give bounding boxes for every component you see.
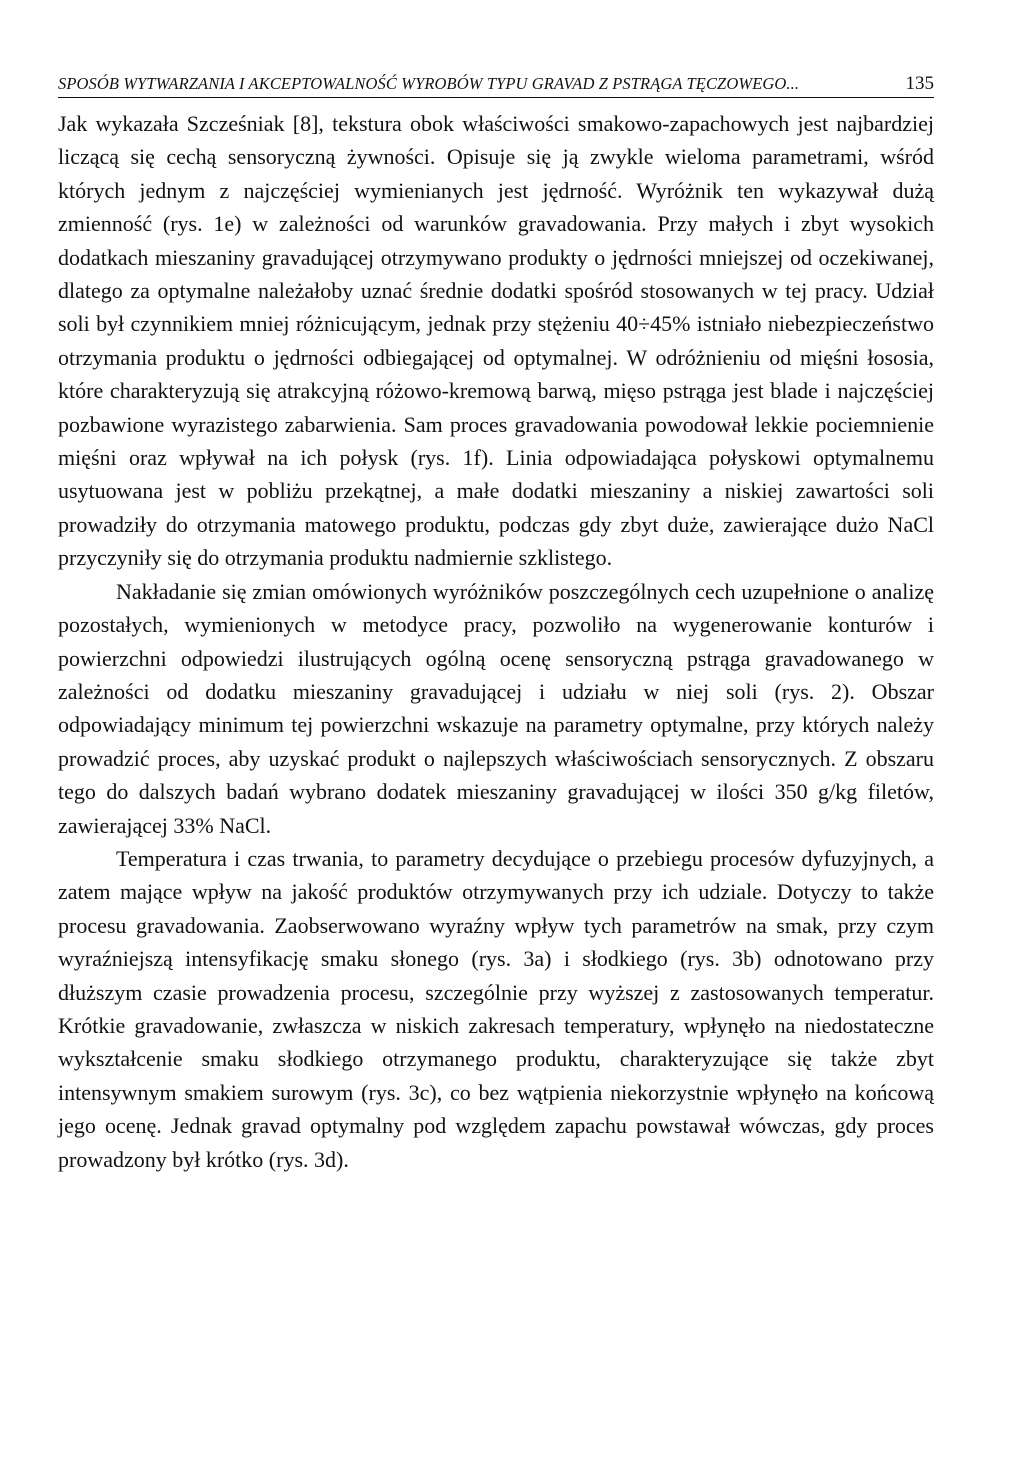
paragraph-temperature-time: Temperatura i czas trwania, to parametry decydujące o przebiegu procesów dyfuzyjnych, a zatem mające wpływ na jakość produktów otrzymywanych przy ich udziale. Dotyczy to także procesu gravadowania. Zaobserwowano wyraźny wpływ tych parametrów na smak, przy czym wyraźniejszą intensyfikację smaku słonego (rys. 3a) i słodkiego (rys. 3b) odnotowano przy dłuższym czasie prowadzenia procesu, szczególnie przy wyższej z zastosowanych temperatur. Krótkie gravadowanie, zwłaszcza w niskich zakresach temperatury, wpłynęło na niedostateczne wykształcenie smaku słodkiego otrzymanego produktu, charakteryzujące się także zbyt intensywnym smakiem surowym (rys. 3c), co bez wątpienia niekorzystnie wpłynęło na końcową jego ocenę. Jednak gravad optymalny pod względem zapachu powstawał wówczas, gdy proces prowadzony był krótko (rys. 3d). — [58, 845, 934, 1172]
page — [58, 74, 934, 1176]
running-header — [58, 74, 934, 98]
body-text — [58, 107, 934, 1176]
paragraph-texture: Jak wykazała Szcześniak [8], tekstura obok właściwości smakowo-zapachowych jest najbardziej liczącą się cechą sensoryczną żywności. Opisuje się ją zwykle wieloma parametrami, wśród których jednym z najczęściej wymienianych jest jędrność. Wyróżnik ten wykazywał dużą zmienność (rys. 1e) w zależności od warunków gravadowania. Przy małych i zbyt wysokich dodatkach mieszaniny gravadującej otrzymywano produkty o jędrności mniejszej od oczekiwanej, dlatego za optymalne należałoby uznać średnie dodatki spośród stosowanych w tej pracy. Udział soli był czynnikiem mniej różnicującym, jednak przy stężeniu 40÷45% istniało niebezpieczeństwo otrzymania produktu o jędrności odbiegającej od optymalnej. W odróżnieniu od mięśni łososia, które charakteryzują się atrakcyjną różowo-kremową barwą, mięso pstrąga jest blade i najczęściej pozbawione wyrazistego zabarwienia. Sam proces gravadowania powodował lekkie pociemnienie mięśni oraz wpływał na ich połysk (rys. 1f). Linia odpowiadająca połyskowi optymalnemu usytuowana jest w pobliżu przekątnej, a małe dodatki mieszaniny a niskiej zawartości soli prowadziły do otrzymania matowego produktu, podczas gdy zbyt duże, zawierające dużo NaCl przyczyniły się do otrzymania produktu nadmiernie szklistego. — [58, 111, 934, 571]
running-title: SPOSÓB WYTWARZANIA I AKCEPTOWALNOŚĆ WYROBÓW TYPU GRAVAD Z PSTRĄGA TĘCZOWEGO... — [58, 74, 800, 93]
page-number: 135 — [905, 73, 934, 94]
paragraph-sensory-assessment: Nakładanie się zmian omówionych wyróżników poszczególnych cech uzupełnione o analizę pozostałych, wymienionych w metodyce pracy, pozwoliło na wygenerowanie konturów i powierzchni odpowiedzi ilustrujących ogólną ocenę sensoryczną pstrąga gravadowanego w zależności od dodatku mieszaniny gravadującej i udziału w niej soli (rys. 2). Obszar odpowiadający minimum tej powierzchni wskazuje na parametry optymalne, przy których należy prowadzić proces, aby uzyskać produkt o najlepszych właściwościach sensorycznych. Z obszaru tego do dalszych badań wybrano dodatek mieszaniny gravadującej w ilości 350 g/kg filetów, zawierającej 33% NaCl. — [58, 578, 934, 838]
